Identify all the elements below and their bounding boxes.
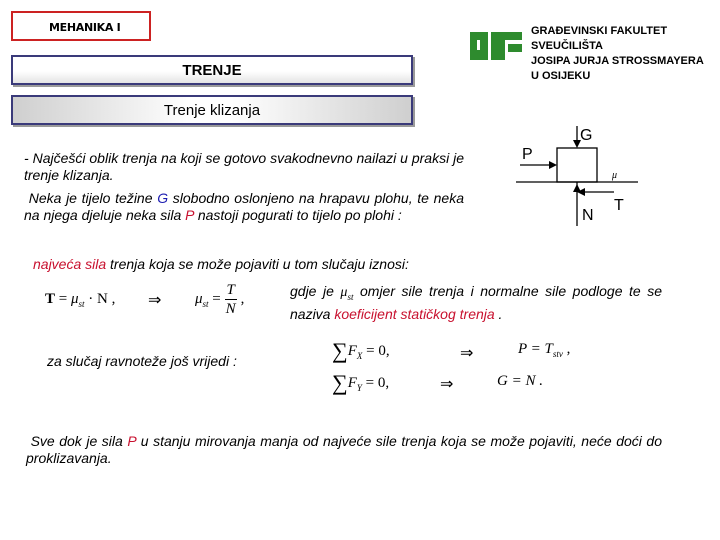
force-symbol: P xyxy=(127,433,137,449)
friction-equation: $T = \mu_{st} \cdot N$ , xyxy=(45,291,116,309)
force-symbol: P xyxy=(185,207,194,223)
diagram-label-t: T xyxy=(614,197,624,214)
sum-fy-equation: $\sum F_Y = 0$, xyxy=(332,370,390,395)
faculty-line: U OSIJEKU xyxy=(531,70,591,82)
equilibrium-result-p: $P = T_{stv}$ , xyxy=(518,341,571,359)
coefficient-equation: $\mu_{st}$ = $\frac{T}{N}$ , xyxy=(195,282,245,317)
weight-symbol: G xyxy=(157,190,169,206)
diagram-label-mu: μ xyxy=(612,170,618,181)
faculty-line: SVEUČILIŠTA xyxy=(531,40,603,52)
diagram-label-p: P xyxy=(522,146,533,163)
implies-symbol: ⇒ xyxy=(440,376,454,393)
equilibrium-result-g: G = N . xyxy=(497,373,543,389)
coefficient-paragraph: gdje je $\mu_{st}$ omjer sile trenja i normalne sile podloge te se naziva koeficijent statičkog trenja . xyxy=(290,283,662,322)
max-friction-paragraph: najveća sila trenja koja se može pojaviti u tom slučaju iznosi: xyxy=(33,256,409,272)
slide-subtitle: Trenje klizanja xyxy=(11,95,413,125)
diagram-label-g: G xyxy=(580,127,593,144)
faculty-line: JOSIPA JURJA STROSSMAYERA xyxy=(531,55,704,67)
slide-title: TRENJE xyxy=(11,55,413,85)
diagram-label-n: N xyxy=(582,207,594,224)
implies-symbol: ⇒ xyxy=(148,292,162,309)
setup-paragraph: Neka je tijelo težine G slobodno oslonjeno na hrapavu plohu, te neka na njega djeluje neka sila P nastoji pogurati to tijelo po plohi : xyxy=(24,190,465,223)
faculty-logo-icon xyxy=(468,28,524,64)
intro-paragraph: - Najčešći oblik trenja na koji se gotovo svakodnevno nailazi u praksi je trenje klizanja. xyxy=(24,150,464,183)
faculty-line: GRAĐEVINSKI FAKULTET xyxy=(531,25,668,37)
highlight-max-force: najveća sila xyxy=(33,256,107,272)
faculty-name xyxy=(531,24,704,84)
highlight-static-coefficient: koeficijent statičkog trenja xyxy=(334,306,495,322)
sum-fx-equation: $\sum F_X = 0$, xyxy=(332,338,390,363)
equilibrium-intro: za slučaj ravnoteže još vrijedi : xyxy=(47,353,237,369)
friction-diagram xyxy=(510,126,640,232)
implies-symbol: ⇒ xyxy=(460,345,474,362)
course-label: MEHANIKA I xyxy=(49,21,121,34)
conclusion-paragraph: Sve dok je sila P u stanju mirovanja manja od najveće sile trenja koja se može pojaviti, neće doći do proklizavanja. xyxy=(26,433,663,466)
course-label-box xyxy=(11,11,151,41)
